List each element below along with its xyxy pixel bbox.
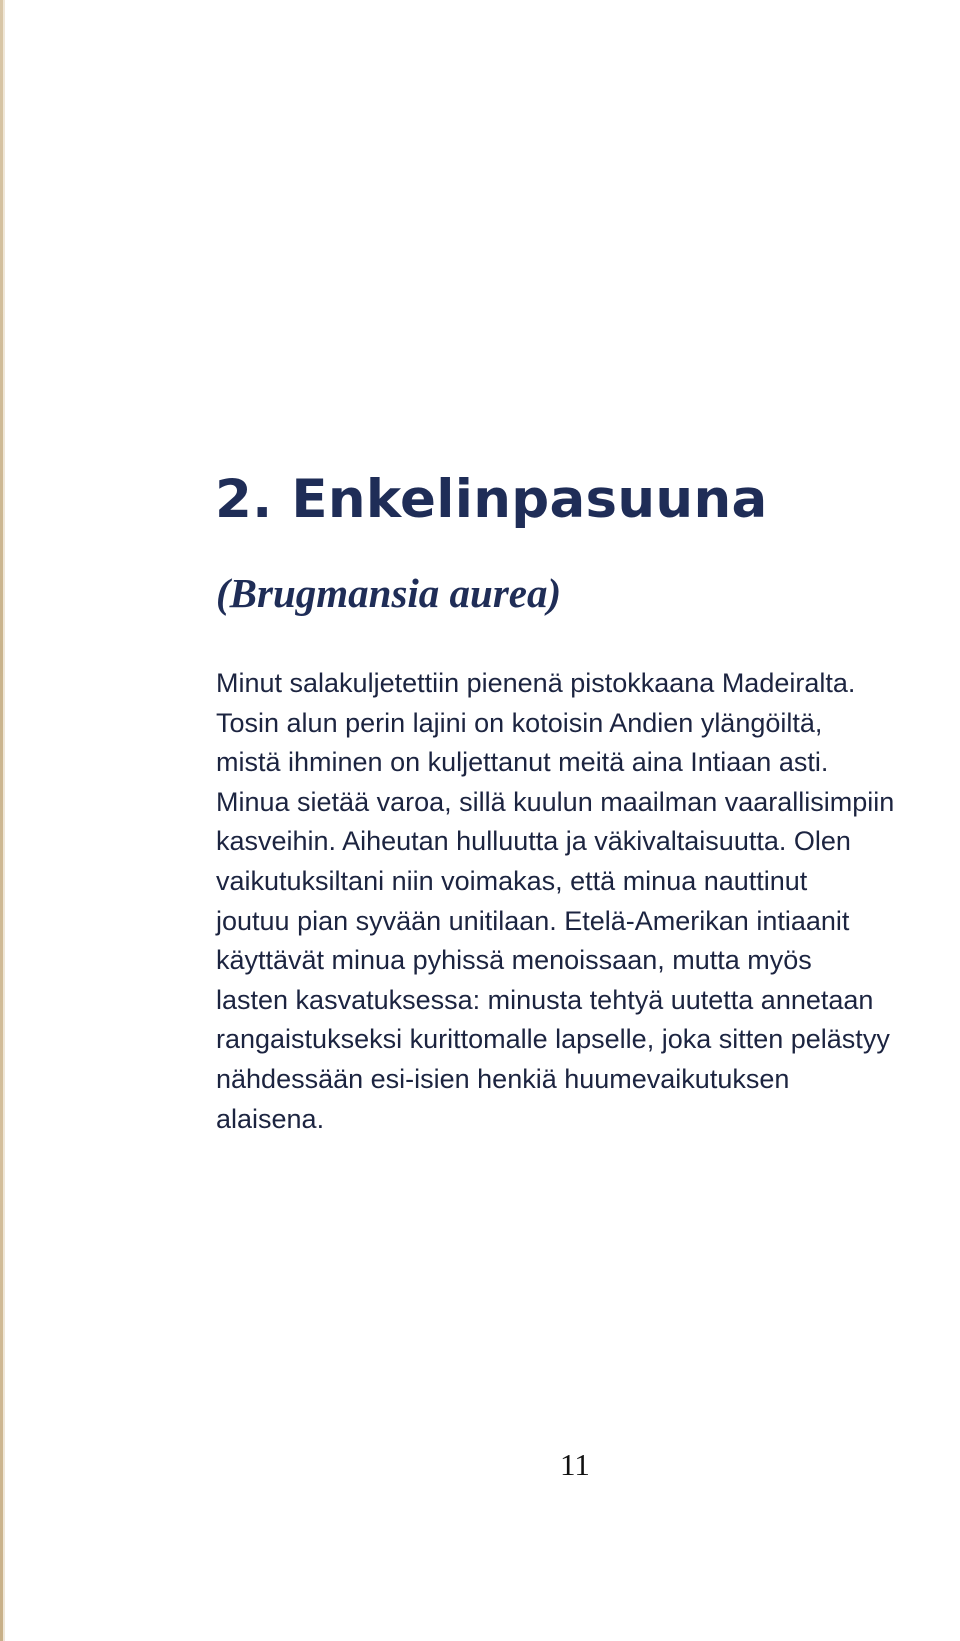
page-number: 11 [560, 1447, 590, 1482]
body-line: joutuu pian syvään unitilaan. Etelä-Amerikan intiaanit [216, 905, 850, 936]
page-edge-highlight [3, 0, 5, 1641]
body-paragraph [216, 664, 956, 1139]
scientific-name-subtitle: (Brugmansia aurea) [216, 570, 562, 616]
body-line: mistä ihminen on kuljettanut meitä aina Intiaan asti. [216, 747, 829, 778]
body-line: Tosin alun perin lajini on kotoisin Andien ylängöiltä, [216, 707, 823, 738]
body-line: alaisena. [216, 1103, 325, 1134]
body-line: kasveihin. Aiheutan hulluutta ja väkivaltaisuutta. Olen [216, 826, 851, 857]
body-line: käyttävät minua pyhissä menoissaan, mutta myös [216, 945, 812, 976]
body-line: lasten kasvatuksessa: minusta tehtyä uutetta annetaan [216, 984, 874, 1015]
chapter-title: 2. Enkelinpasuuna [215, 469, 768, 530]
body-line: rangaistukseksi kurittomalle lapselle, joka sitten pelästyy [216, 1024, 890, 1055]
body-line: Minut salakuljetettiin pienenä pistokkaana Madeiralta. [216, 668, 856, 698]
body-line: nähdessään esi-isien henkiä huumevaikutuksen [216, 1063, 790, 1094]
body-line: Minua sietää varoa, sillä kuulun maailman vaarallisimpiin [216, 786, 895, 817]
body-line: vaikutuksiltani niin voimakas, että minua nauttinut [216, 865, 808, 896]
